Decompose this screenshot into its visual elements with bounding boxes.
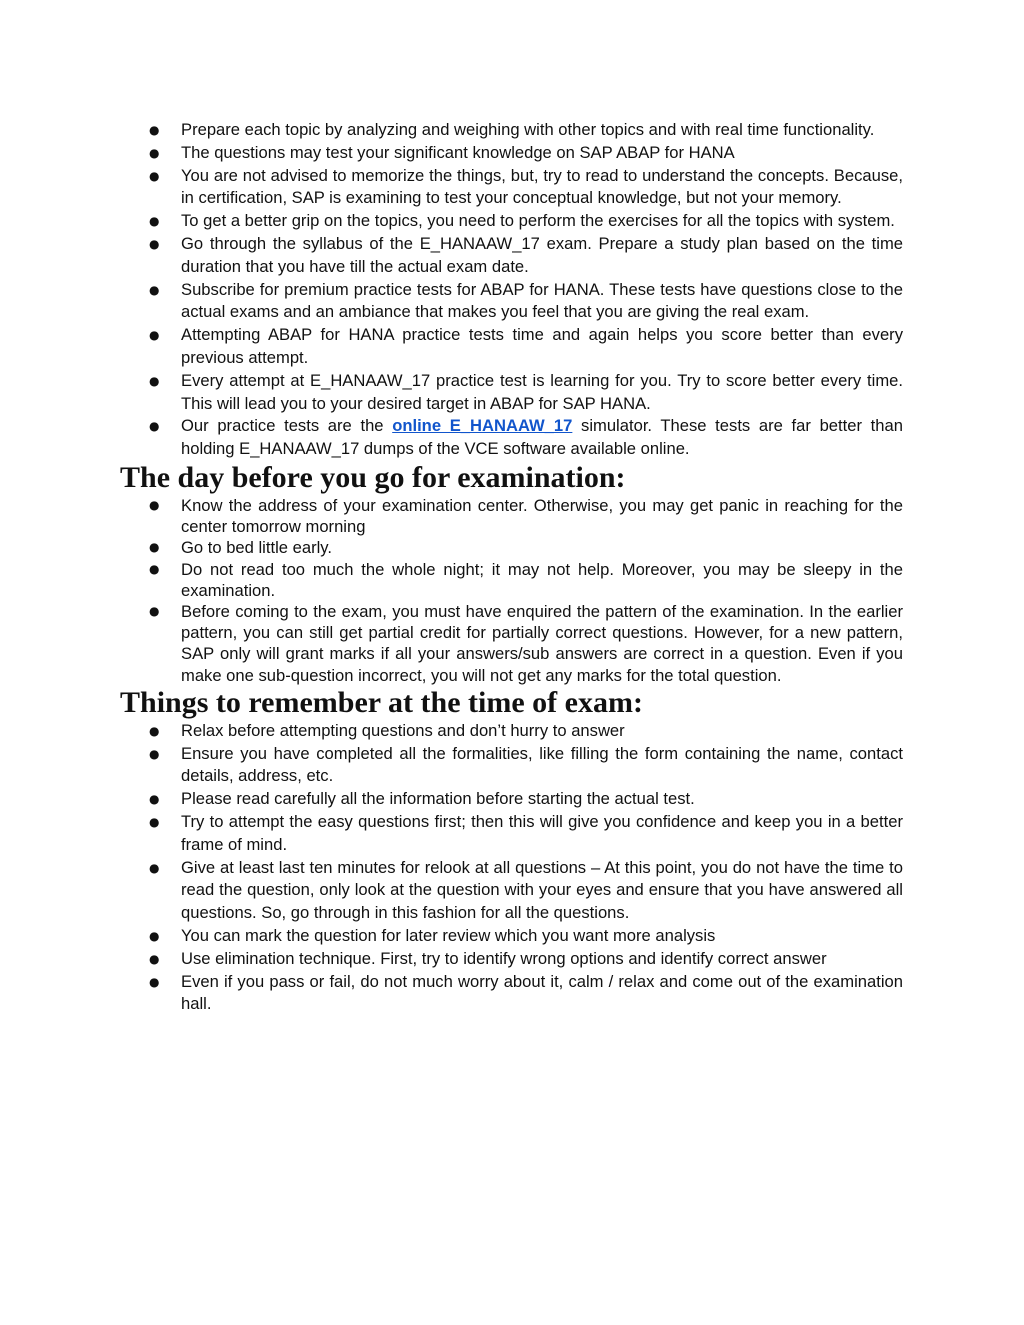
bullet-icon: ● (149, 168, 160, 183)
list-item-text-after-link: simulator. These tests are far better than holding E_HANAAW_17 dumps of the VCE software available online. (181, 416, 903, 459)
list-item (120, 165, 903, 211)
list-item (120, 559, 903, 601)
list-item (120, 233, 903, 279)
list-item-text: Ensure you have completed all the formalities, like filling the form containing the name, contact details, address, etc. (181, 743, 903, 786)
bullet-icon: ● (149, 814, 160, 829)
bullet-icon: ● (149, 860, 160, 875)
list-item (120, 720, 903, 743)
list-item (120, 370, 903, 416)
day-before-list (120, 495, 903, 686)
bullet-icon: ● (149, 928, 160, 943)
list-item-text: Use elimination technique. First, try to identify wrong options and identify correct answer (181, 948, 827, 968)
list-item-text-before-link: Our practice tests are the (181, 416, 393, 436)
online-simulator-link[interactable]: online E_HANAAW_17 (392, 416, 573, 436)
list-item-text: Attempting ABAP for HANA practice tests time and again helps you score better than every previous attempt. (181, 325, 903, 367)
bullet-icon: ● (149, 603, 160, 618)
bullet-icon: ● (149, 214, 160, 229)
bullet-icon: ● (149, 746, 160, 761)
list-item-text: Before coming to the exam, you must have enquired the pattern of the examination. In the earlier pattern, you can still get partial credit for partially correct questions. However, for a new pattern, SAP only will grant marks if all your answers/sub answers are correct in a question. Even if you make one sub-question incorrect, you will not get any marks for the total question. (181, 601, 903, 685)
document-content (120, 119, 903, 1016)
bullet-icon: ● (149, 723, 160, 738)
bullet-icon: ● (149, 561, 160, 576)
bullet-icon: ● (149, 328, 160, 343)
bullet-icon: ● (149, 419, 160, 434)
list-item (120, 971, 903, 1017)
bullet-icon: ● (149, 123, 160, 137)
list-item (120, 210, 903, 233)
list-item (120, 743, 903, 789)
list-item (120, 279, 903, 325)
list-item-text: Even if you pass or fail, do not much worry about it, calm / relax and come out of the examination hall. (181, 971, 903, 1014)
section-heading-day-before: The day before you go for examination: (120, 460, 626, 494)
tips-list (120, 119, 903, 461)
list-item (120, 925, 903, 948)
bullet-icon: ● (149, 974, 160, 989)
list-item-text: Please read carefully all the information before starting the actual test. (181, 789, 695, 809)
list-item (120, 601, 903, 686)
list-item-text: Relax before attempting questions and don’t hurry to answer (181, 720, 625, 740)
list-item-text: Try to attempt the easy questions first; then this will give you confidence and keep you in a better frame of mind. (181, 811, 903, 854)
list-item-text: You can mark the question for later review which you want more analysis (181, 925, 716, 945)
list-item-text: Prepare each topic by analyzing and weighing with other topics and with real time functionality. (181, 120, 875, 139)
exam-time-list (120, 720, 903, 1016)
list-item-text: To get a better grip on the topics, you need to perform the exercises for all the topics with system. (181, 211, 895, 231)
bullet-icon: ● (149, 145, 160, 160)
list-item-text: Go to bed little early. (181, 538, 332, 558)
list-item-text: Know the address of your examination center. Otherwise, you may get panic in reaching for the center tomorrow morning (181, 495, 903, 537)
list-item (120, 857, 903, 925)
bullet-icon: ● (149, 282, 160, 297)
list-item (120, 415, 903, 461)
list-item (120, 788, 903, 811)
bullet-icon: ● (149, 373, 160, 388)
list-item (120, 537, 903, 558)
list-item (120, 119, 903, 142)
list-item-text: Go through the syllabus of the E_HANAAW_17 exam. Prepare a study plan based on the time duration that you have till the actual exam date. (181, 233, 903, 276)
list-item (120, 324, 903, 370)
list-item (120, 142, 903, 165)
list-item-text: Subscribe for premium practice tests for ABAP for HANA. These tests have questions close to the actual exams and an ambiance that makes you feel that you are giving the real exam. (181, 279, 903, 322)
bullet-icon: ● (149, 540, 160, 555)
bullet-icon: ● (149, 792, 160, 807)
bullet-icon: ● (149, 236, 160, 251)
section-heading-exam-time: Things to remember at the time of exam: (120, 685, 643, 719)
list-item (120, 495, 903, 537)
list-item-text: Do not read too much the whole night; it may not help. Moreover, you may be sleepy in the examination. (181, 559, 903, 600)
list-item (120, 948, 903, 971)
list-item-text: You are not advised to memorize the things, but, try to read to understand the concepts. Because, in certification, SAP is examining to test your conceptual knowledge, but not your memory. (181, 165, 903, 208)
list-item (120, 811, 903, 857)
bullet-icon: ● (149, 497, 160, 512)
list-item-text: Every attempt at E_HANAAW_17 practice test is learning for you. Try to score better every time. This will lead you to your desired target in ABAP for SAP HANA. (181, 370, 903, 413)
list-item-text: Give at least last ten minutes for relook at all questions – At this point, you do not have the time to read the question, only look at the question with your eyes and ensure that you have answered all questions. So, go through in this fashion for all the questions. (181, 857, 903, 923)
bullet-icon: ● (149, 951, 160, 966)
list-item-text: The questions may test your significant knowledge on SAP ABAP for HANA (181, 142, 735, 162)
